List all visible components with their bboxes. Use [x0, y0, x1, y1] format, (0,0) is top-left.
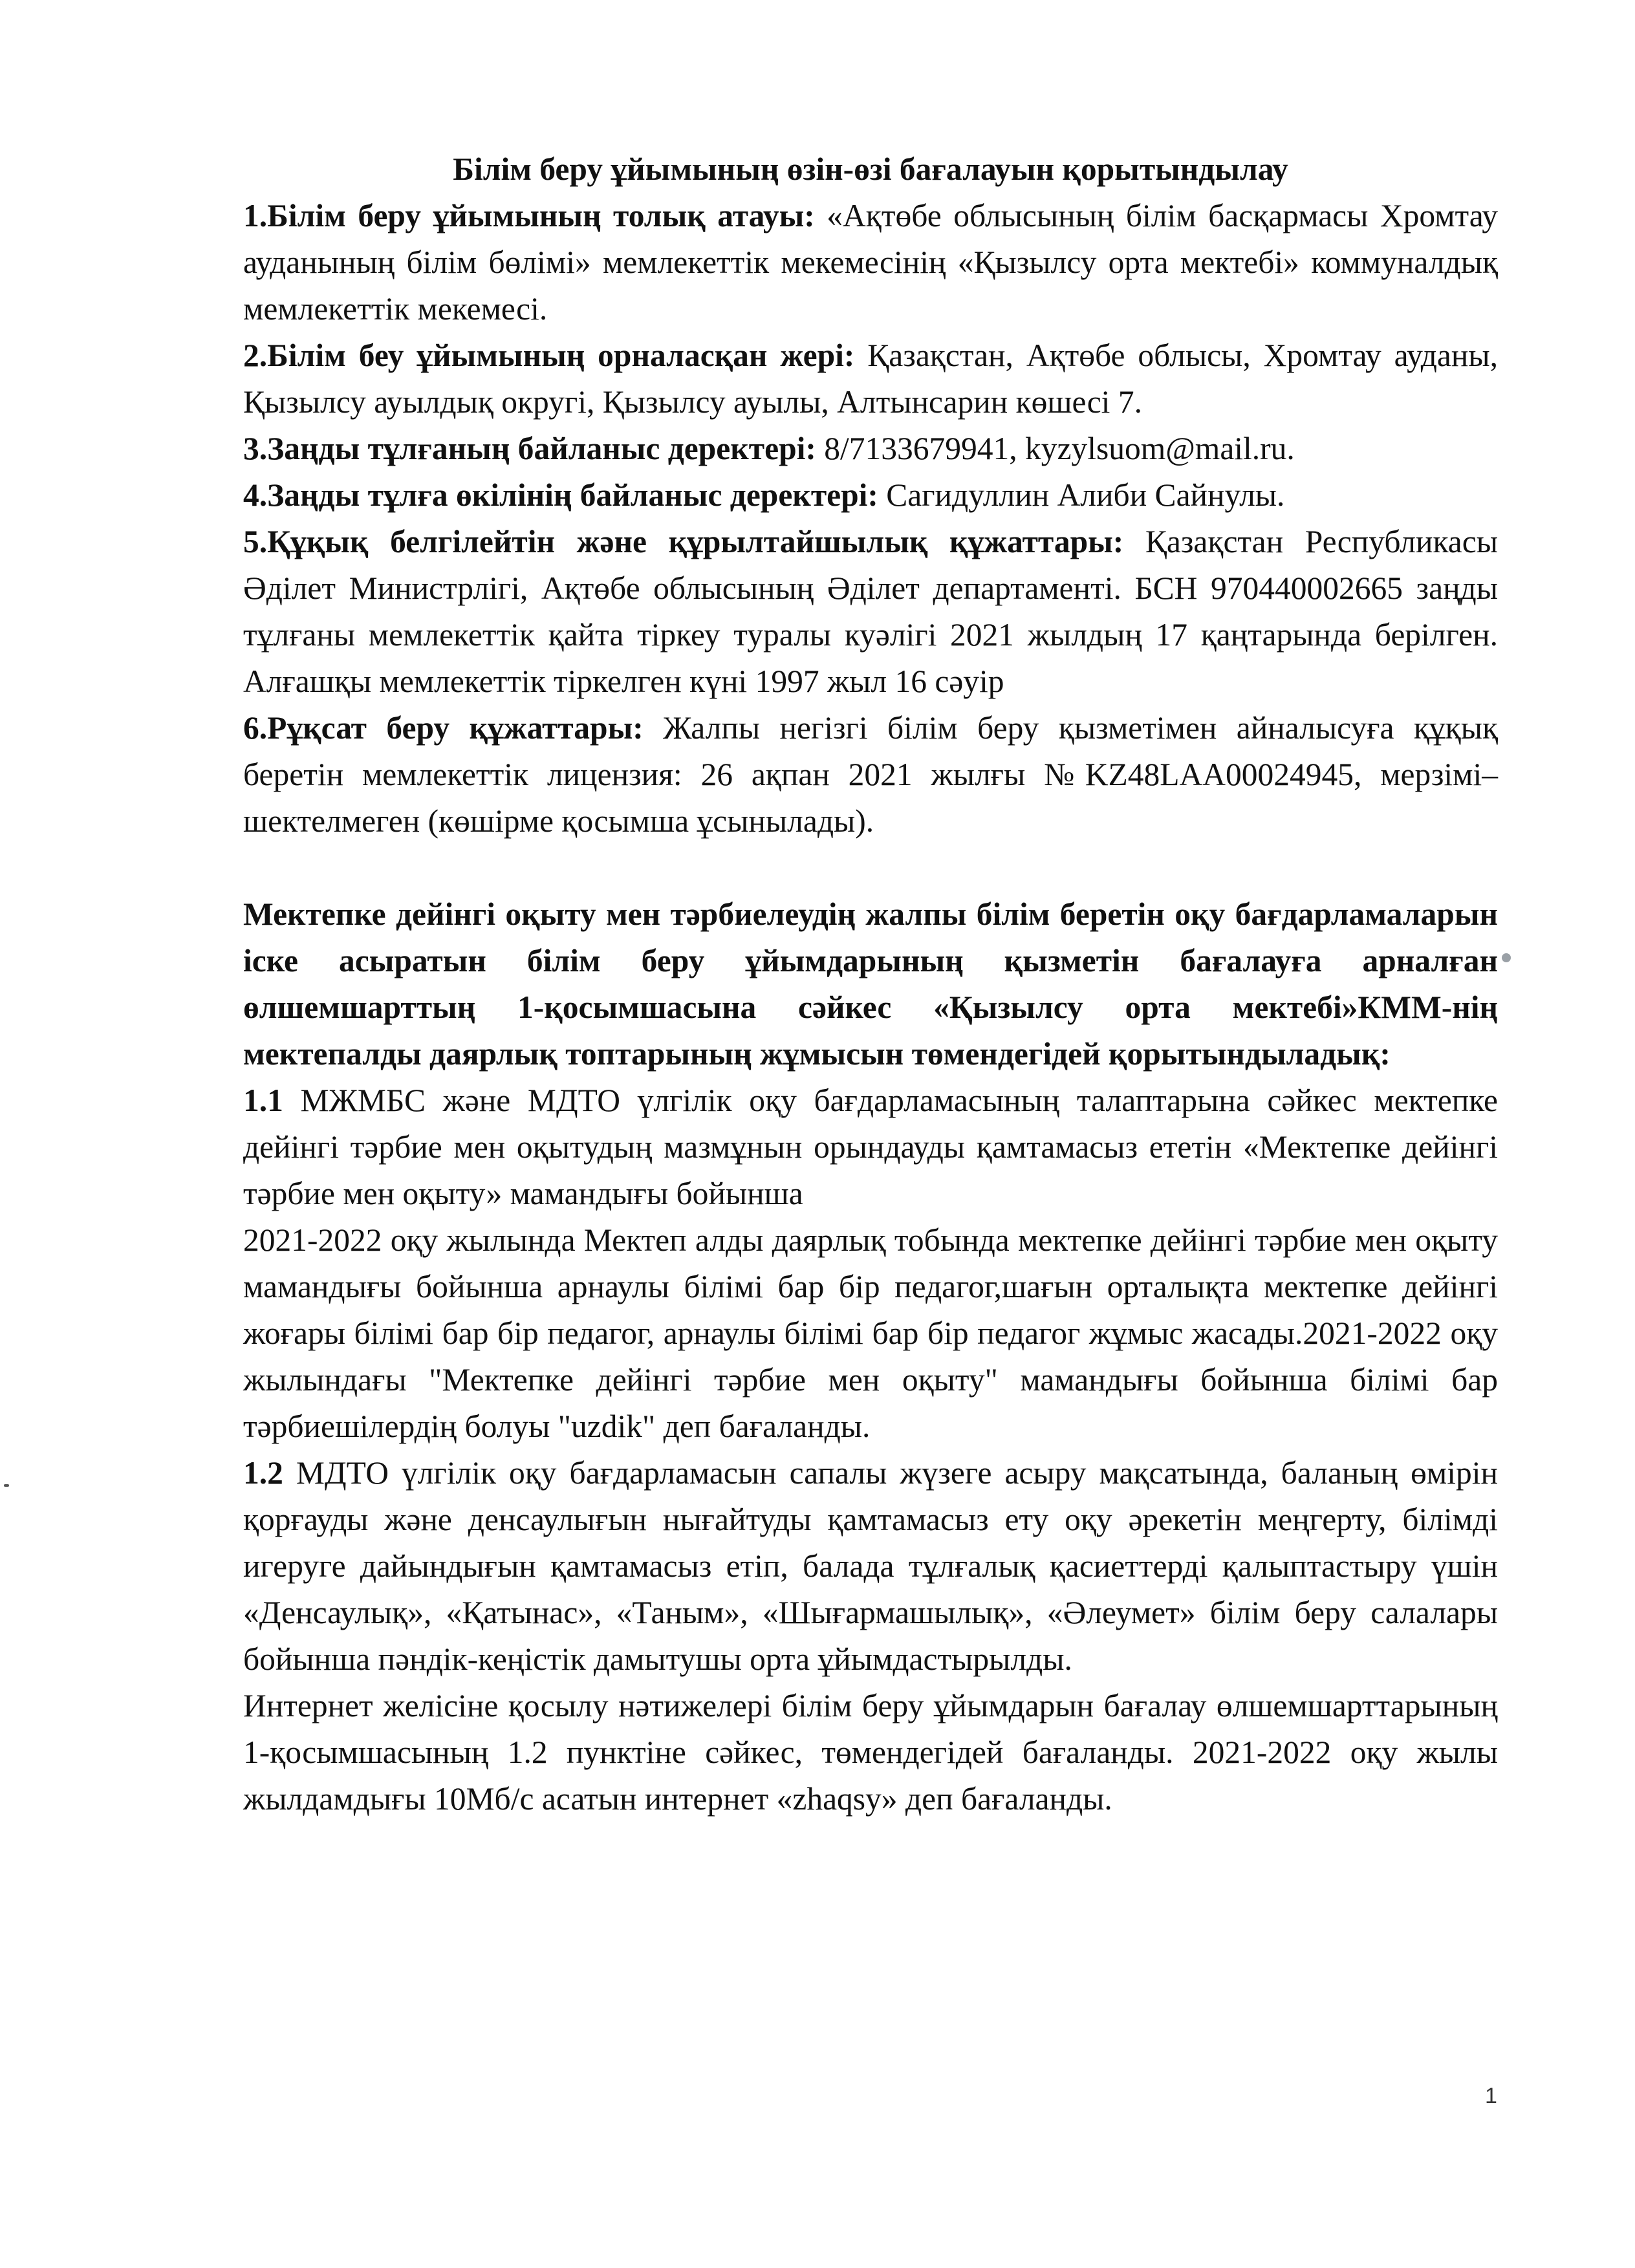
item-permits: [243, 705, 1498, 845]
paragraph-text: МДТО үлгілік оқу бағдарламасын сапалы жүзеге асыру мақсатында, баланың өмірін қорғауды және денсаулығын нығайтуды қамтамасыз ету оқу әрекетін меңгерту, білімді игеруге дайындығын қамтамасыз етіп, балада тұлғалық қасиеттерді қалыптастыру үшін «Денсаулық», «Қатынас», «Таным», «Шығармашылық», «Әлеумет» білім беру салалары бойынша пәндік-кеңістік дамытушы орта ұйымдастырылды.: [243, 1455, 1498, 1677]
scan-speck: [4, 1484, 9, 1487]
paragraph-internet: Интернет желісіне қосылу нәтижелері білім беру ұйымдарын бағалау өлшемшарттарының 1-қосымшасының 1.2 пунктіне сәйкес, төмендегідей бағаланды. 2021-2022 оқу жылы жылдамдығы 10Мб/с асатын интернет «zhaqsy» деп бағаланды.: [243, 1688, 1498, 1817]
item-text: Қазақстан, Ақтөбе облысы, Хромтау ауданы, Қызылсу ауылдық округі, Қызылсу ауылы, Алтынсарин көшесі 7.: [243, 338, 1498, 420]
item-text: Сагидуллин Алиби Сайнулы.: [878, 477, 1285, 513]
item-representative-contacts: [243, 472, 1498, 519]
item-text: 8/7133679941, kyzylsuom@mail.ru.: [816, 431, 1295, 466]
item-label: 6.Рұқсат беру құжаттары:: [243, 710, 644, 746]
document-title: Білім беру ұйымының өзін-өзі бағалауын қорытындылау: [453, 151, 1288, 187]
paragraph-number: 1.1: [243, 1083, 283, 1118]
item-label: 1.Білім беру ұйымының толық атауы:: [243, 198, 815, 233]
paragraph-text: МЖМБС және МДТО үлгілік оқу бағдарламасының талаптарына сәйкес мектепке дейінгі тәрбие мен оқытудың мазмұнын орындауды қамтамасыз ететін «Мектепке дейінгі тәрбие мен оқыту» мамандығы бойынша: [243, 1083, 1498, 1211]
item-label: 5.Құқық белгілейтін және құрылтайшылық құжаттары:: [243, 524, 1124, 559]
item-location: [243, 332, 1498, 426]
item-label: 4.Заңды тұлға өкілінің байланыс деректері:: [243, 477, 878, 513]
paragraph-number: 1.2: [243, 1455, 283, 1491]
item-founding-documents: [243, 519, 1498, 705]
item-text: «Ақтөбе облысының білім басқармасы Хромтау ауданының білім бөлімі» мемлекеттік мекемесінің «Қызылсу орта мектебі» коммуналдық мемлекеттік мекемесі.: [243, 198, 1498, 327]
page-number: 1: [1485, 2084, 1497, 2108]
item-full-name: [243, 193, 1498, 332]
section-heading: Мектепке дейінгі оқыту мен тәрбиелеудің жалпы білім беретін оқу бағдарламаларын іске асыратын білім беру ұйымдарының қызметін бағалауға арналған өлшемшарттың 1-қосымшасына сәйкес «Қызылсу орта мектебі»КММ-нің мектепалды даярлық топтарының жұмысын төмендегідей қорытындыладық:: [243, 896, 1498, 1072]
item-text: Жалпы негізгі білім беру қызметімен айналысуға құқық беретін мемлекеттік лицензия: 26 ақпан 2021 жылғы №KZ48LAA00024945, мерзімі– шектелмеген (көшірме қосымша ұсынылады).: [243, 710, 1498, 839]
item-legal-contacts: [243, 426, 1498, 472]
item-label: 2.Білім беу ұйымының орналасқан жері:: [243, 338, 855, 373]
document-body: [243, 146, 1498, 1822]
scan-speck: [1502, 953, 1511, 962]
item-text: Қазақстан Республикасы Әділет Министрлігі, Ақтөбе облысының Әділет департаменті. БСН 970440002665 заңды тұлғаны мемлекеттік қайта тіркеу туралы куәлігі 2021 жылдың 17 қаңтарында берілген. Алғашқы мемлекеттік тіркелген күні 1997 жыл 16 сәуір: [243, 524, 1499, 699]
paragraph-1-1: [243, 1077, 1498, 1217]
paragraph-1-1-continuation: 2021-2022 оқу жылында Мектеп алды даярлық тобында мектепке дейінгі тәрбие мен оқыту мамандығы бойынша арнаулы білімі бар бір педагог,шағын орталықта мектепке дейінгі жоғары білімі бар бір педагог, арнаулы білімі бар бір педагог жұмыс жасады.2021-2022 оқу жылындағы "Мектепке дейінгі тәрбие мен оқыту" мамандығы бойынша білімі бар тәрбиешілердің болуы "uzdik" деп бағаланды.: [243, 1222, 1498, 1444]
item-label: 3.Заңды тұлғаның байланыс деректері:: [243, 431, 816, 466]
paragraph-1-2: [243, 1450, 1498, 1683]
paragraph-gap: [243, 845, 1498, 891]
